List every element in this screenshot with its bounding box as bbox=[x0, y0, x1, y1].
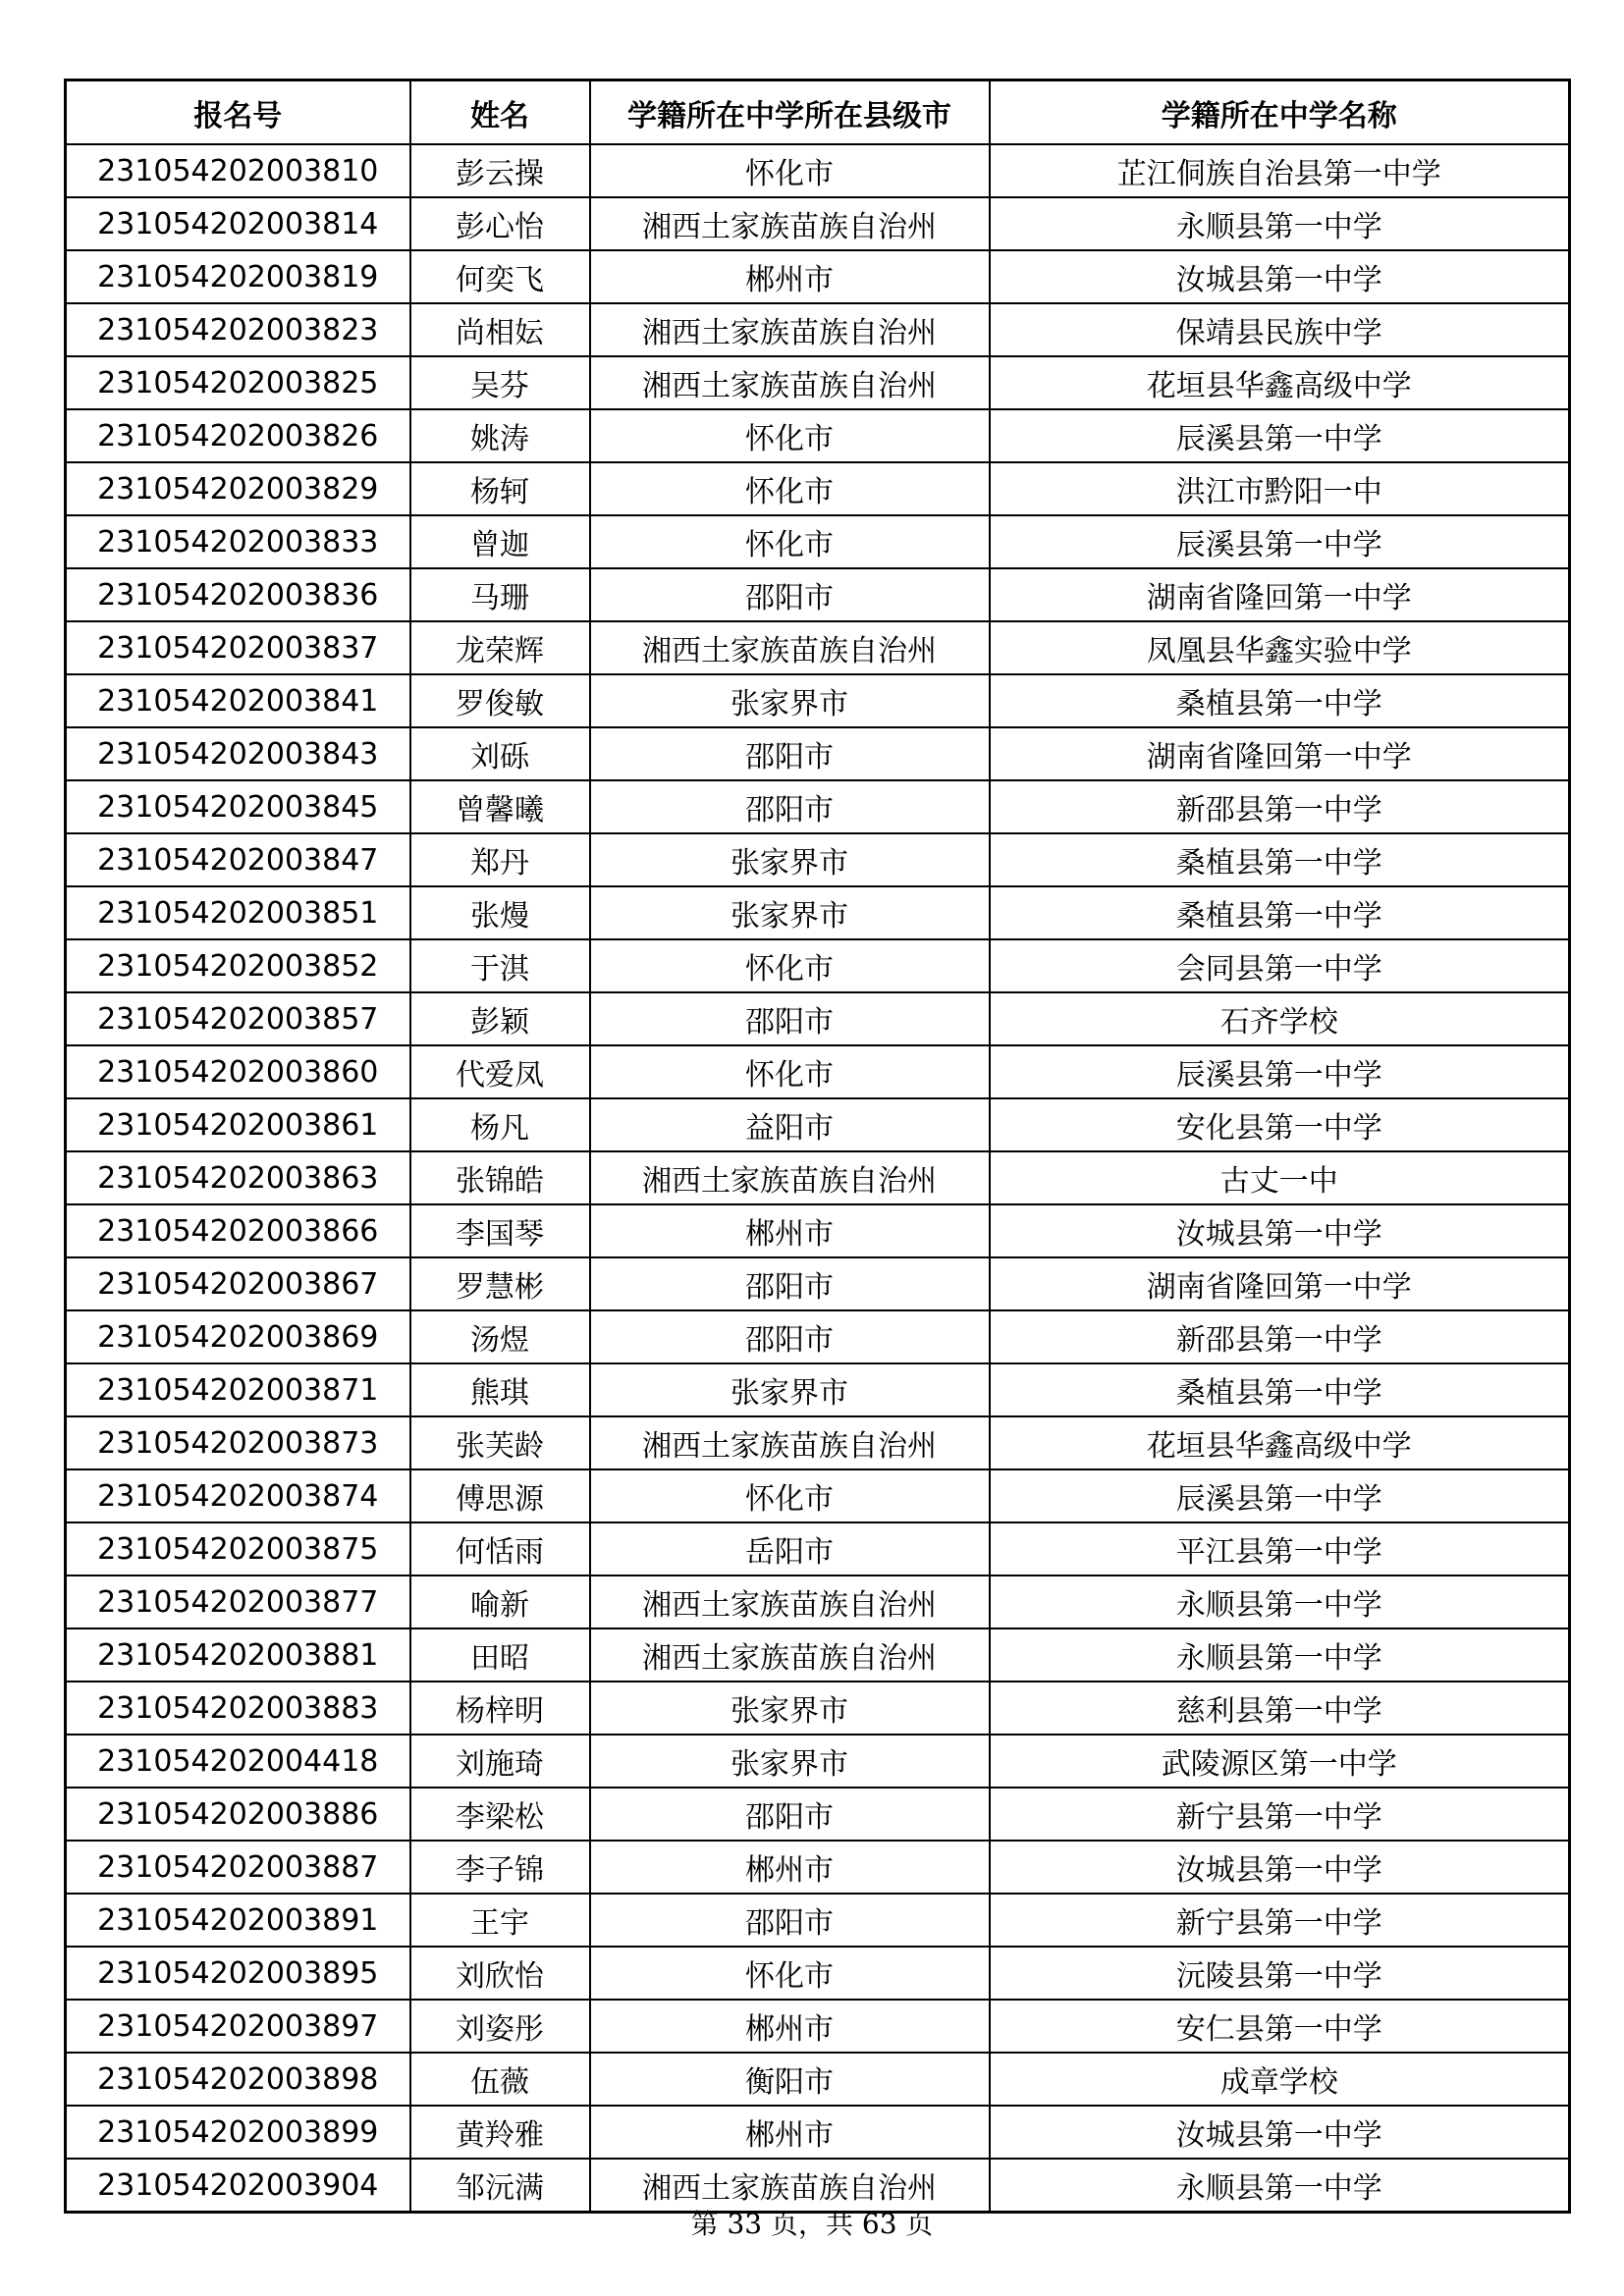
cell-registration-number: 231054202003881 bbox=[66, 1629, 410, 1682]
cell-registration-number: 231054202003863 bbox=[66, 1151, 410, 1204]
table-row bbox=[66, 1575, 1570, 1629]
cell-name: 田昭 bbox=[410, 1629, 590, 1682]
table-row bbox=[66, 1629, 1570, 1682]
cell-name: 曾馨曦 bbox=[410, 780, 590, 833]
table-row bbox=[66, 1416, 1570, 1469]
cell-name: 张锦皓 bbox=[410, 1151, 590, 1204]
cell-registration-number: 231054202003904 bbox=[66, 2159, 410, 2213]
cell-registration-number: 231054202003886 bbox=[66, 1788, 410, 1841]
cell-registration-number: 231054202003867 bbox=[66, 1257, 410, 1310]
cell-registration-number: 231054202003819 bbox=[66, 250, 410, 303]
cell-county-city: 湘西土家族苗族自治州 bbox=[590, 303, 990, 356]
cell-school-name: 成章学校 bbox=[990, 2053, 1570, 2106]
cell-county-city: 怀化市 bbox=[590, 515, 990, 568]
cell-registration-number: 231054202003895 bbox=[66, 1947, 410, 2000]
table-row bbox=[66, 833, 1570, 886]
cell-name: 李子锦 bbox=[410, 1841, 590, 1894]
cell-registration-number: 231054202003871 bbox=[66, 1363, 410, 1416]
cell-name: 刘施琦 bbox=[410, 1735, 590, 1788]
table-row bbox=[66, 1204, 1570, 1257]
cell-county-city: 衡阳市 bbox=[590, 2053, 990, 2106]
roster-table bbox=[64, 79, 1571, 2214]
cell-name: 何奕飞 bbox=[410, 250, 590, 303]
cell-registration-number: 231054202003869 bbox=[66, 1310, 410, 1363]
cell-school-name: 桑植县第一中学 bbox=[990, 886, 1570, 939]
table-row bbox=[66, 1788, 1570, 1841]
cell-school-name: 保靖县民族中学 bbox=[990, 303, 1570, 356]
cell-name: 吴芬 bbox=[410, 356, 590, 409]
cell-name: 伍薇 bbox=[410, 2053, 590, 2106]
table-row bbox=[66, 1469, 1570, 1522]
cell-name: 王宇 bbox=[410, 1894, 590, 1947]
cell-school-name: 凤凰县华鑫实验中学 bbox=[990, 621, 1570, 674]
cell-registration-number: 231054202003823 bbox=[66, 303, 410, 356]
table-row bbox=[66, 1045, 1570, 1098]
cell-registration-number: 231054202003841 bbox=[66, 674, 410, 727]
cell-registration-number: 231054202003825 bbox=[66, 356, 410, 409]
cell-registration-number: 231054202003843 bbox=[66, 727, 410, 780]
cell-name: 代爱凤 bbox=[410, 1045, 590, 1098]
table-row bbox=[66, 939, 1570, 992]
cell-county-city: 湘西土家族苗族自治州 bbox=[590, 1575, 990, 1629]
cell-county-city: 张家界市 bbox=[590, 833, 990, 886]
cell-name: 熊琪 bbox=[410, 1363, 590, 1416]
table-row bbox=[66, 1098, 1570, 1151]
cell-school-name: 辰溪县第一中学 bbox=[990, 515, 1570, 568]
cell-school-name: 辰溪县第一中学 bbox=[990, 409, 1570, 462]
table-row bbox=[66, 303, 1570, 356]
cell-registration-number: 231054202003851 bbox=[66, 886, 410, 939]
cell-school-name: 沅陵县第一中学 bbox=[990, 1947, 1570, 2000]
cell-county-city: 湘西土家族苗族自治州 bbox=[590, 2159, 990, 2213]
cell-registration-number: 231054202003826 bbox=[66, 409, 410, 462]
cell-county-city: 邵阳市 bbox=[590, 780, 990, 833]
cell-county-city: 益阳市 bbox=[590, 1098, 990, 1151]
cell-school-name: 花垣县华鑫高级中学 bbox=[990, 356, 1570, 409]
cell-school-name: 湖南省隆回第一中学 bbox=[990, 1257, 1570, 1310]
cell-name: 罗慧彬 bbox=[410, 1257, 590, 1310]
table-row bbox=[66, 409, 1570, 462]
cell-county-city: 湘西土家族苗族自治州 bbox=[590, 197, 990, 250]
cell-school-name: 会同县第一中学 bbox=[990, 939, 1570, 992]
cell-county-city: 怀化市 bbox=[590, 144, 990, 197]
cell-name: 于淇 bbox=[410, 939, 590, 992]
table-row bbox=[66, 2106, 1570, 2159]
table-row bbox=[66, 1735, 1570, 1788]
cell-registration-number: 231054202003866 bbox=[66, 1204, 410, 1257]
cell-registration-number: 231054202003847 bbox=[66, 833, 410, 886]
cell-name: 尚相妘 bbox=[410, 303, 590, 356]
cell-name: 喻新 bbox=[410, 1575, 590, 1629]
cell-name: 张熳 bbox=[410, 886, 590, 939]
cell-school-name: 桑植县第一中学 bbox=[990, 1363, 1570, 1416]
cell-county-city: 郴州市 bbox=[590, 2106, 990, 2159]
cell-registration-number: 231054202003874 bbox=[66, 1469, 410, 1522]
cell-county-city: 张家界市 bbox=[590, 674, 990, 727]
table-row bbox=[66, 1841, 1570, 1894]
header-name: 姓名 bbox=[410, 80, 590, 145]
cell-registration-number: 231054202003891 bbox=[66, 1894, 410, 1947]
cell-name: 姚涛 bbox=[410, 409, 590, 462]
cell-county-city: 邵阳市 bbox=[590, 568, 990, 621]
cell-county-city: 郴州市 bbox=[590, 1841, 990, 1894]
header-school-name: 学籍所在中学名称 bbox=[990, 80, 1570, 145]
cell-school-name: 新邵县第一中学 bbox=[990, 1310, 1570, 1363]
cell-county-city: 怀化市 bbox=[590, 462, 990, 515]
cell-school-name: 芷江侗族自治县第一中学 bbox=[990, 144, 1570, 197]
cell-school-name: 汝城县第一中学 bbox=[990, 1841, 1570, 1894]
cell-county-city: 邵阳市 bbox=[590, 727, 990, 780]
cell-registration-number: 231054202003814 bbox=[66, 197, 410, 250]
cell-registration-number: 231054202003836 bbox=[66, 568, 410, 621]
cell-county-city: 邵阳市 bbox=[590, 1257, 990, 1310]
table-row bbox=[66, 1522, 1570, 1575]
cell-registration-number: 231054202003829 bbox=[66, 462, 410, 515]
cell-county-city: 湘西土家族苗族自治州 bbox=[590, 1151, 990, 1204]
cell-county-city: 邵阳市 bbox=[590, 1894, 990, 1947]
cell-registration-number: 231054202003861 bbox=[66, 1098, 410, 1151]
table-row bbox=[66, 1151, 1570, 1204]
table-row bbox=[66, 780, 1570, 833]
cell-school-name: 桑植县第一中学 bbox=[990, 833, 1570, 886]
cell-name: 黄羚雅 bbox=[410, 2106, 590, 2159]
cell-name: 杨轲 bbox=[410, 462, 590, 515]
cell-name: 曾迦 bbox=[410, 515, 590, 568]
table-row bbox=[66, 515, 1570, 568]
cell-name: 杨凡 bbox=[410, 1098, 590, 1151]
table-row bbox=[66, 356, 1570, 409]
table-row bbox=[66, 1947, 1570, 2000]
cell-school-name: 桑植县第一中学 bbox=[990, 674, 1570, 727]
cell-county-city: 怀化市 bbox=[590, 1045, 990, 1098]
table-row bbox=[66, 197, 1570, 250]
cell-school-name: 安化县第一中学 bbox=[990, 1098, 1570, 1151]
table-row bbox=[66, 1894, 1570, 1947]
cell-county-city: 怀化市 bbox=[590, 1469, 990, 1522]
table-row bbox=[66, 462, 1570, 515]
table-row bbox=[66, 674, 1570, 727]
cell-name: 刘欣怡 bbox=[410, 1947, 590, 2000]
cell-county-city: 怀化市 bbox=[590, 1947, 990, 2000]
cell-school-name: 洪江市黔阳一中 bbox=[990, 462, 1570, 515]
cell-school-name: 花垣县华鑫高级中学 bbox=[990, 1416, 1570, 1469]
cell-county-city: 邵阳市 bbox=[590, 1788, 990, 1841]
cell-registration-number: 231054202003873 bbox=[66, 1416, 410, 1469]
cell-school-name: 辰溪县第一中学 bbox=[990, 1045, 1570, 1098]
table-row bbox=[66, 727, 1570, 780]
cell-county-city: 湘西土家族苗族自治州 bbox=[590, 356, 990, 409]
cell-school-name: 古丈一中 bbox=[990, 1151, 1570, 1204]
cell-registration-number: 231054202003852 bbox=[66, 939, 410, 992]
cell-county-city: 张家界市 bbox=[590, 1363, 990, 1416]
cell-registration-number: 231054202003898 bbox=[66, 2053, 410, 2106]
table-row bbox=[66, 1363, 1570, 1416]
table-row bbox=[66, 2053, 1570, 2106]
table-row bbox=[66, 886, 1570, 939]
cell-name: 郑丹 bbox=[410, 833, 590, 886]
cell-name: 马珊 bbox=[410, 568, 590, 621]
cell-registration-number: 231054202003845 bbox=[66, 780, 410, 833]
cell-registration-number: 231054202003887 bbox=[66, 1841, 410, 1894]
cell-county-city: 怀化市 bbox=[590, 939, 990, 992]
table-body bbox=[66, 144, 1570, 2213]
cell-school-name: 汝城县第一中学 bbox=[990, 250, 1570, 303]
cell-name: 何恬雨 bbox=[410, 1522, 590, 1575]
cell-county-city: 郴州市 bbox=[590, 250, 990, 303]
table-row bbox=[66, 250, 1570, 303]
cell-registration-number: 231054202003883 bbox=[66, 1682, 410, 1735]
cell-school-name: 武陵源区第一中学 bbox=[990, 1735, 1570, 1788]
cell-name: 龙荣辉 bbox=[410, 621, 590, 674]
cell-county-city: 邵阳市 bbox=[590, 1310, 990, 1363]
cell-name: 刘砾 bbox=[410, 727, 590, 780]
cell-school-name: 新宁县第一中学 bbox=[990, 1894, 1570, 1947]
table-row bbox=[66, 1310, 1570, 1363]
cell-name: 汤煜 bbox=[410, 1310, 590, 1363]
cell-school-name: 汝城县第一中学 bbox=[990, 1204, 1570, 1257]
cell-name: 李梁松 bbox=[410, 1788, 590, 1841]
cell-name: 傅思源 bbox=[410, 1469, 590, 1522]
table-row bbox=[66, 621, 1570, 674]
cell-registration-number: 231054202003833 bbox=[66, 515, 410, 568]
cell-school-name: 湖南省隆回第一中学 bbox=[990, 727, 1570, 780]
cell-school-name: 永顺县第一中学 bbox=[990, 1629, 1570, 1682]
table-row bbox=[66, 568, 1570, 621]
table-row bbox=[66, 2000, 1570, 2053]
cell-school-name: 永顺县第一中学 bbox=[990, 197, 1570, 250]
cell-registration-number: 231054202003875 bbox=[66, 1522, 410, 1575]
cell-name: 刘姿彤 bbox=[410, 2000, 590, 2053]
cell-name: 李国琴 bbox=[410, 1204, 590, 1257]
cell-name: 邹沅满 bbox=[410, 2159, 590, 2213]
cell-county-city: 湘西土家族苗族自治州 bbox=[590, 1629, 990, 1682]
cell-county-city: 怀化市 bbox=[590, 409, 990, 462]
cell-school-name: 安仁县第一中学 bbox=[990, 2000, 1570, 2053]
cell-name: 罗俊敏 bbox=[410, 674, 590, 727]
cell-name: 杨梓明 bbox=[410, 1682, 590, 1735]
cell-school-name: 慈利县第一中学 bbox=[990, 1682, 1570, 1735]
cell-county-city: 张家界市 bbox=[590, 886, 990, 939]
cell-registration-number: 231054202003810 bbox=[66, 144, 410, 197]
table-row bbox=[66, 992, 1570, 1045]
cell-registration-number: 231054202003860 bbox=[66, 1045, 410, 1098]
header-registration-number: 报名号 bbox=[66, 80, 410, 145]
cell-school-name: 湖南省隆回第一中学 bbox=[990, 568, 1570, 621]
cell-school-name: 汝城县第一中学 bbox=[990, 2106, 1570, 2159]
page-footer: 第 33 页，共 63 页 bbox=[690, 2208, 934, 2240]
cell-registration-number: 231054202003897 bbox=[66, 2000, 410, 2053]
table-row bbox=[66, 1682, 1570, 1735]
cell-county-city: 湘西土家族苗族自治州 bbox=[590, 1416, 990, 1469]
cell-county-city: 郴州市 bbox=[590, 2000, 990, 2053]
table-row bbox=[66, 1257, 1570, 1310]
table-header-row bbox=[66, 80, 1570, 145]
cell-school-name: 平江县第一中学 bbox=[990, 1522, 1570, 1575]
cell-school-name: 新邵县第一中学 bbox=[990, 780, 1570, 833]
cell-name: 彭云操 bbox=[410, 144, 590, 197]
cell-county-city: 张家界市 bbox=[590, 1735, 990, 1788]
cell-school-name: 辰溪县第一中学 bbox=[990, 1469, 1570, 1522]
header-county-city: 学籍所在中学所在县级市 bbox=[590, 80, 990, 145]
cell-registration-number: 231054202003837 bbox=[66, 621, 410, 674]
cell-school-name: 新宁县第一中学 bbox=[990, 1788, 1570, 1841]
cell-registration-number: 231054202003857 bbox=[66, 992, 410, 1045]
cell-school-name: 石齐学校 bbox=[990, 992, 1570, 1045]
table-row bbox=[66, 144, 1570, 197]
cell-registration-number: 231054202003899 bbox=[66, 2106, 410, 2159]
cell-county-city: 张家界市 bbox=[590, 1682, 990, 1735]
cell-registration-number: 231054202004418 bbox=[66, 1735, 410, 1788]
cell-county-city: 邵阳市 bbox=[590, 992, 990, 1045]
cell-county-city: 岳阳市 bbox=[590, 1522, 990, 1575]
cell-name: 彭颖 bbox=[410, 992, 590, 1045]
cell-name: 张芙龄 bbox=[410, 1416, 590, 1469]
cell-registration-number: 231054202003877 bbox=[66, 1575, 410, 1629]
cell-school-name: 永顺县第一中学 bbox=[990, 2159, 1570, 2213]
cell-name: 彭心怡 bbox=[410, 197, 590, 250]
cell-county-city: 郴州市 bbox=[590, 1204, 990, 1257]
cell-county-city: 湘西土家族苗族自治州 bbox=[590, 621, 990, 674]
cell-school-name: 永顺县第一中学 bbox=[990, 1575, 1570, 1629]
